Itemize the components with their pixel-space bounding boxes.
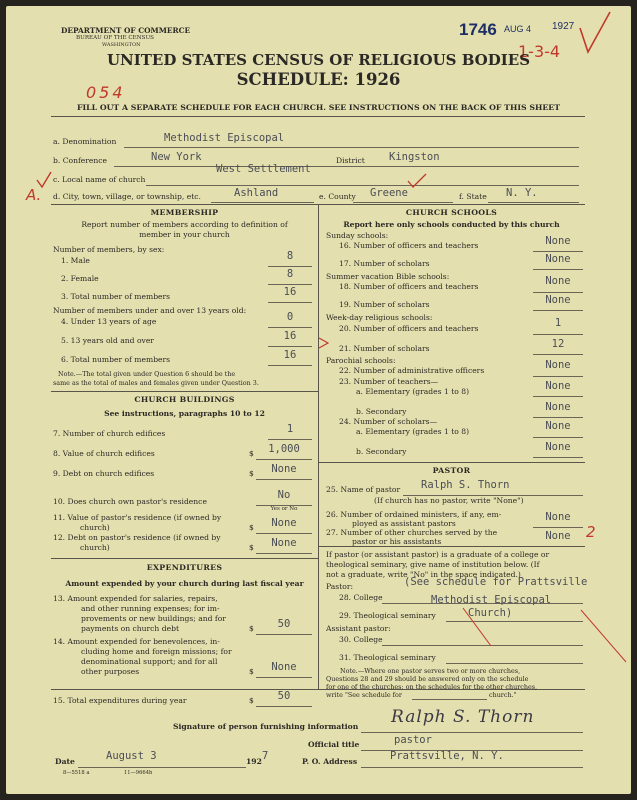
q28-label: 28. College (339, 593, 383, 602)
q23-label: 23. Number of teachers— (339, 377, 439, 386)
age-intro-label: Number of members under and over 13 years old: (53, 306, 247, 315)
county-label: e. County (319, 192, 356, 201)
pastor-note-1: Note.—Where one pastor serves two or more churches, (340, 667, 521, 675)
column-divider (318, 204, 319, 689)
signature-label: Signature of person furnishing information (173, 722, 359, 731)
denomination-label: a. Denomination (53, 137, 117, 146)
city-value: Ashland (234, 187, 279, 199)
pastor-note-4: write "See schedule for (326, 691, 402, 699)
header-divider (51, 116, 585, 117)
q24-label: 24. Number of scholars— (339, 417, 438, 426)
denomination-value: Methodist Episcopal (164, 132, 285, 144)
department-label: DEPARTMENT OF COMMERCE (61, 26, 191, 35)
signature-value: Ralph S. Thorn (391, 707, 535, 727)
q12-label-2: church) (80, 543, 110, 552)
state-label: f. State (459, 192, 487, 201)
yes-or-no-hint: Yes or No (270, 506, 298, 512)
schedule-title: SCHEDULE: 1926 (236, 70, 401, 89)
city-label: WASHINGTON (102, 42, 141, 48)
q24a-value: None (545, 420, 571, 432)
city-label-field: d. City, town, village, or township, etc. (53, 192, 201, 201)
q28-value: (See schedule for Prattsville (404, 576, 588, 588)
q26-value: None (545, 511, 571, 523)
red-code-annotation: 1-3-4 (518, 42, 561, 61)
handwritten-number: 054 (86, 83, 126, 102)
q25-note: (If church has no pastor, write "None") (374, 496, 524, 505)
q13-value: 50 (277, 618, 291, 630)
q1-value: 8 (286, 250, 294, 262)
q13-label-2: and other running expenses; for im- (81, 604, 220, 613)
local-name-label: c. Local name of church (53, 175, 146, 184)
q31-label: 31. Theological seminary (339, 653, 436, 662)
graduate-instr-3: not a graduate, write "No" in the space indicated.) (326, 570, 521, 579)
dollar-sign: $ (249, 543, 254, 552)
q18-label: 18. Number of officers and teachers (339, 282, 479, 291)
q17-value: None (545, 253, 571, 265)
red-arrow-mark (318, 337, 332, 349)
buildings-heading: CHURCH BUILDINGS (134, 395, 235, 404)
membership-note-2: same as the total of males and females given under Question 3. (53, 379, 259, 387)
q13-label-4: payments on church debt (81, 624, 179, 633)
q26-label-2: ployed as assistant pastors (352, 519, 456, 528)
date-label: Date (55, 757, 75, 766)
sunday-schools-label: Sunday schools: (326, 231, 389, 240)
expenditures-subheading: Amount expended by your church during last fiscal year (65, 579, 304, 588)
expenditures-heading: EXPENDITURES (146, 563, 223, 572)
graduate-instr-2: theological seminary, give name of institution below. (If (326, 560, 540, 569)
q17-label: 17. Number of scholars (339, 259, 430, 268)
bureau-label: BUREAU OF THE CENSUS (76, 35, 155, 41)
year-prefix: 192 (246, 757, 262, 766)
q5-label: 5. 13 years old and over (61, 336, 154, 345)
form-number: 8—5518 a (63, 770, 90, 776)
q14-value: None (271, 661, 297, 673)
conference-label: b. Conference (53, 156, 108, 165)
dollar-sign: $ (249, 696, 254, 705)
q7-value: 1 (286, 423, 294, 435)
q27-red-annotation: 2 (586, 523, 596, 541)
po-address-label: P. O. Address (302, 757, 358, 766)
official-title-value: pastor (394, 734, 432, 746)
received-stamp-date: AUG 4 (504, 24, 532, 34)
q13-label-3: provements or new buildings; and for (81, 614, 226, 623)
q9-label: 9. Debt on church edifices (53, 469, 155, 478)
q27-label-1: 27. Number of other churches served by the (326, 528, 498, 537)
q4-label: 4. Under 13 years of age (61, 317, 157, 326)
q25-value: Ralph S. Thorn (421, 479, 510, 491)
graduate-instr-1: If pastor (or assistant pastor) is a graduate of a college or (326, 550, 550, 559)
po-address-value: Prattsville, N. Y. (390, 750, 504, 762)
red-tick-icon (34, 170, 54, 190)
q14-label-4: other purposes (81, 667, 140, 676)
q21-value: 12 (551, 338, 565, 350)
official-title-label: Official title (308, 740, 360, 749)
q20-value: 1 (554, 317, 562, 329)
membership-heading: MEMBERSHIP (150, 208, 219, 217)
q14-label-1: 14. Amount expended for benevolences, in- (53, 637, 220, 646)
q18-value: None (545, 275, 571, 287)
q24a-label: a. Elementary (grades 1 to 8) (356, 427, 470, 436)
q29-value-1: Methodist Episcopal (431, 594, 552, 606)
q24b-label: b. Secondary (356, 447, 407, 456)
district-value: Kingston (389, 151, 440, 163)
conference-value: New York (151, 151, 202, 163)
dollar-sign: $ (249, 523, 254, 532)
q29-value-2: Church) (468, 607, 513, 619)
q23a-value: None (545, 380, 571, 392)
q21-label: 21. Number of scholars (339, 344, 430, 353)
q20-label: 20. Number of officers and teachers (339, 324, 479, 333)
q3-label: 3. Total number of members (61, 292, 171, 301)
pastor-heading: PASTOR (432, 466, 471, 475)
q16-value: None (545, 235, 571, 247)
q27-label-2: pastor or his assistants (352, 537, 442, 546)
dollar-sign: $ (249, 469, 254, 478)
q16-label: 16. Number of officers and teachers (339, 241, 479, 250)
membership-intro-2: member in your church (139, 230, 230, 239)
q23b-value: None (545, 401, 571, 413)
q5-value: 16 (283, 330, 297, 342)
q6-value: 16 (283, 349, 297, 361)
red-strike-lines (461, 606, 631, 666)
q15-value: 50 (277, 690, 291, 702)
dollar-sign: $ (249, 449, 254, 458)
q9-value: None (271, 463, 297, 475)
schools-heading: CHURCH SCHOOLS (405, 208, 498, 217)
local-name-value: West Settlement (216, 163, 311, 175)
q29-label: 29. Theological seminary (339, 611, 436, 620)
q14-label-3: denominational support; and for all (81, 657, 218, 666)
print-number: 11—9664b (124, 770, 153, 776)
q27-value: None (545, 530, 571, 542)
q8-value: 1,000 (268, 443, 300, 455)
q12-label-1: 12. Debt on pastor's residence (if owned by (53, 533, 221, 542)
red-tick-county (406, 173, 428, 189)
q26-label-1: 26. Number of ordained ministers, if any, em- (326, 510, 502, 519)
pastor-sub-label: Pastor: (326, 582, 354, 591)
q6-label: 6. Total number of members (61, 355, 171, 364)
q13-label-1: 13. Amount expended for salaries, repairs, (53, 594, 218, 603)
q14-label-2: cluding home and foreign missions; for (81, 647, 232, 656)
instruction-line: FILL OUT A SEPARATE SCHEDULE FOR EACH CHURCH. SEE INSTRUCTIONS ON THE BACK OF THIS SHEET (76, 103, 561, 112)
q22-label: 22. Number of administrative officers (339, 366, 485, 375)
q3-value: 16 (283, 286, 297, 298)
q11-label-1: 11. Value of pastor's residence (if owned by (53, 513, 222, 522)
q25-label: 25. Name of pastor (326, 485, 401, 494)
q30-label: 30. College (339, 635, 383, 644)
pastor-note-5: church." (489, 691, 517, 699)
q12-value: None (271, 537, 297, 549)
q24b-value: None (545, 441, 571, 453)
q19-label: 19. Number of scholars (339, 300, 430, 309)
census-schedule-sheet (6, 6, 631, 794)
q19-value: None (545, 294, 571, 306)
dollar-sign: $ (249, 624, 254, 633)
state-value: N. Y. (506, 187, 538, 199)
q11-label-2: church) (80, 523, 110, 532)
county-value: Greene (370, 187, 408, 199)
buildings-subheading: See instructions, paragraphs 10 to 12 (104, 409, 265, 418)
parochial-schools-label: Parochial schools: (326, 356, 396, 365)
assistant-pastor-label: Assistant pastor: (326, 624, 391, 633)
red-margin-mark: A. (26, 186, 42, 204)
date-value: August 3 (106, 750, 157, 762)
schools-subheading: Report here only schools conducted by this church (343, 220, 560, 229)
summer-schools-label: Summer vacation Bible schools: (326, 272, 450, 281)
q4-value: 0 (286, 311, 294, 323)
q15-label: 15. Total expenditures during year (53, 696, 187, 705)
q23a-label: a. Elementary (grades 1 to 8) (356, 387, 470, 396)
q10-label: 10. Does church own pastor's residence (53, 497, 207, 506)
pastor-note-2: Questions 28 and 29 should be answered only on the schedule (326, 675, 529, 683)
pastor-note-3: for one of the churches; on the schedules for the other churches, (326, 683, 538, 691)
received-stamp-year: 1927 (552, 21, 575, 32)
membership-note-1: Note.—The total given under Question 6 should be the (58, 370, 236, 378)
form-title: UNITED STATES CENSUS OF RELIGIOUS BODIES (106, 51, 531, 69)
weekday-schools-label: Week-day religious schools: (326, 313, 433, 322)
q8-label: 8. Value of church edifices (53, 449, 155, 458)
membership-intro-1: Report number of members according to definition of (81, 220, 288, 229)
q23b-label: b. Secondary (356, 407, 407, 416)
year-suffix: 7 (262, 750, 269, 762)
q1-label: 1. Male (61, 256, 90, 265)
q22-value: None (545, 359, 571, 371)
q10-value: No (277, 489, 291, 501)
q2-label: 2. Female (61, 274, 99, 283)
dollar-sign: $ (249, 667, 254, 676)
district-label: District (336, 156, 365, 165)
members-by-sex-label: Number of members, by sex: (53, 245, 165, 254)
q11-value: None (271, 517, 297, 529)
q2-value: 8 (286, 268, 294, 280)
received-stamp-number: 1746 (459, 20, 497, 39)
q7-label: 7. Number of church edifices (53, 429, 166, 438)
